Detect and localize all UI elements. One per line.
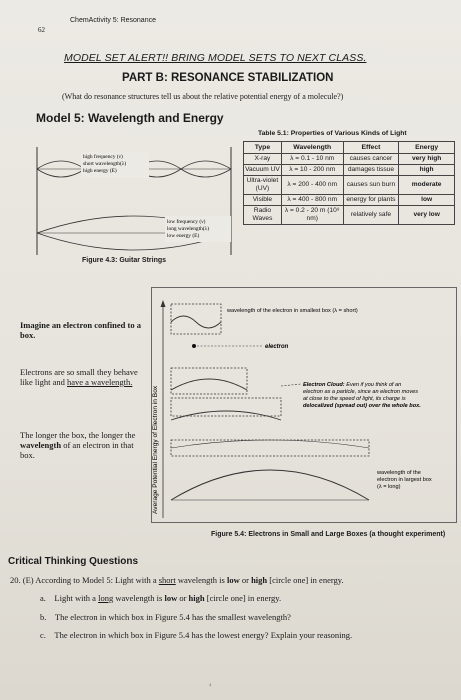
cell-energy: very high [399,154,455,165]
small-electrons-text [20,367,145,387]
cell-type: X-ray [244,154,282,165]
header-energy: Energy [399,142,455,154]
cloud-line-2: at close to the speed of light, its charge is [303,396,406,402]
qb-letter: b. [40,612,47,622]
small-electrons-text-plain: Electrons are so small they behave like light and [20,367,138,387]
longer-box-text-1: The longer the box, the longer the [20,430,136,440]
cell-energy: high [399,165,455,176]
qa-high[interactable]: high [188,593,205,603]
cell-wavelength: λ = 0.1 - 10 nm [281,154,343,165]
cell-effect: damages tissue [343,165,399,176]
table-row [244,154,455,165]
table-row [244,165,455,176]
qa-low[interactable]: low [164,593,178,603]
header-title: ChemActivity 5: Resonance [70,17,156,24]
guitar-high-label-3: high energy (E) [83,168,117,174]
electron-boxes-diagram [167,300,455,520]
table-caption: Table 5.1: Properties of Various Kinds of Light [258,130,407,137]
qa-pre: Light with a [54,593,99,603]
focus-question: (What do resonance structures tell us about the relative potential energy of a molecule?) [62,92,344,101]
q20-or: or [239,575,252,585]
model-title: Model 5: Wavelength and Energy [36,111,224,125]
longer-box-text-2: of an electron in that box. [20,440,134,460]
table-row [244,176,455,195]
table-row [244,195,455,206]
small-electrons-text-underlined: have a wavelength. [66,377,133,387]
header-effect: Effect [343,142,399,154]
light-properties-table [243,141,455,225]
qa-letter: a. [40,593,46,603]
cell-energy: very low [399,206,455,225]
model-set-alert: MODEL SET ALERT!! BRING MODEL SETS TO NEXT CLASS. [64,52,367,64]
q20-low[interactable]: low [226,575,240,585]
cell-wavelength: λ = 200 - 400 nm [281,176,343,195]
page-mark: ‹ [209,680,212,689]
question-20c [40,630,352,640]
cell-wavelength: λ = 10 - 200 nm [281,165,343,176]
longer-box-text-bold: wavelength [20,440,62,450]
header-type: Type [244,142,282,154]
largest-box-label-2: electron in largest box [377,477,432,483]
qa-long: long [98,593,114,603]
question-20a [40,593,281,603]
electron-label: electron [265,344,289,350]
imagine-text: Imagine an electron confined to a box. [20,320,141,340]
energy-axis-label: Average Potential Energy of Electron in Box [152,385,159,514]
guitar-figure-caption: Figure 4.3: Guitar Strings [82,257,167,264]
table-header-row [244,142,455,154]
guitar-high-label-1: high frequency (ν) [83,154,123,160]
cell-effect: causes cancer [343,154,399,165]
q20-short: short [158,575,176,585]
q20-text-c: [circle one] in energy. [267,575,344,585]
part-heading: PART B: RESONANCE STABILIZATION [122,72,334,84]
guitar-high-label-2: short wavelength(λ) [83,161,127,167]
critical-thinking-heading: Critical Thinking Questions [8,556,139,567]
qc-text: The electron in which box in Figure 5.4 has the lowest energy? Explain your reasoning. [54,630,353,640]
cloud-line-bold: delocalized (spread out) over the whole box. [303,403,421,409]
cell-type: Visible [244,195,282,206]
q20-number: 20. [10,575,21,585]
cell-effect: relatively safe [343,206,399,225]
cell-energy: moderate [399,176,455,195]
cloud-line-1: electron as a particle, since an electron moves [303,389,419,395]
qc-letter: c. [40,630,46,640]
cell-type: Vacuum UV [244,165,282,176]
header-wavelength: Wavelength [281,142,343,154]
qb-text: The electron in which box in Figure 5.4 has the smallest wavelength? [54,612,291,622]
question-20 [10,575,450,585]
qa-or: or [177,593,189,603]
guitar-low-label-3: low energy (E) [167,233,200,239]
largest-box-label-3: (λ = long) [377,484,401,490]
cell-effect: causes sun burn [343,176,399,195]
electron-box-figure-caption: Figure 5.4: Electrons in Small and Large Boxes (a thought experiment) [211,531,446,538]
table-row [244,206,455,225]
qa-post: [circle one] in energy. [204,593,282,603]
energy-axis [147,300,167,520]
cell-wavelength: λ = 400 - 800 nm [281,195,343,206]
guitar-low-label-2: long wavelength(λ) [167,226,209,232]
q20-text-b: wavelength is [175,575,227,585]
cell-energy: low [399,195,455,206]
longer-box-text [20,430,145,460]
cell-wavelength: λ = 0.2 - 20 m (10⁹ nm) [281,206,343,225]
cloud-line-0 [303,382,401,388]
largest-box-label-1: wavelength of the [377,470,421,476]
cloud-title: Electron Cloud: [303,382,345,388]
cell-type: Ultra-violet (UV) [244,176,282,195]
question-20b [40,612,291,622]
smallest-box-label: wavelength of the electron in smallest box (λ = short) [227,308,358,314]
cell-type: Radio Waves [244,206,282,225]
guitar-strings-figure [35,147,235,255]
cell-effect: energy for plants [343,195,399,206]
cloud-line-0-text: Even if you think of an [346,382,402,388]
qa-mid: wavelength is [113,593,165,603]
guitar-low-label-1: low frequency (ν) [167,219,206,225]
page-number: 62 [38,26,45,34]
q20-high[interactable]: high [251,575,268,585]
q20-text-a: (E) According to Model 5: Light with a [20,575,159,585]
